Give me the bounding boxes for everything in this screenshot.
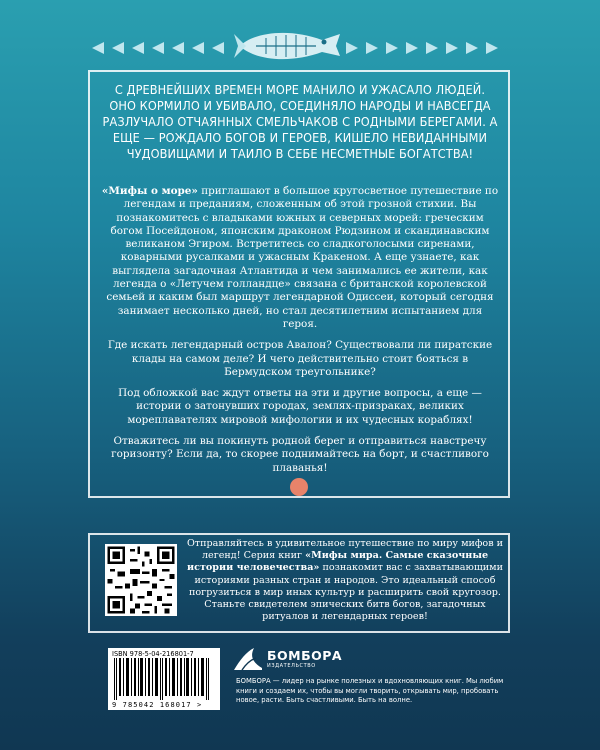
annotation-paragraph-2: Где искать легендарный остров Авалон? Существовали ли пиратские клады на самом деле? И чего действительно стоит бояться в Бермудском треугольнике? [107, 339, 493, 378]
isbn-label: ISBN 978-5-04-216801-7 [112, 650, 194, 658]
annotation-paragraph-4: Отважитесь ли вы покинуть родной берег и отправиться навстречу горизонту? Если да, то скорее поднимайтесь на борт, и счастливого плаванья! [111, 435, 489, 474]
publisher-name: БОМБОРА [267, 648, 343, 663]
annotation-paragraph-1: «Мифы о море» приглашают в большое кругосветное путешествие по легендам и преданиям, сложенным об этой грозной стихии. Вы познакомитесь с владыками южных и северных морей: греческим богом Посейдоном, японским драконом Рюдзином и скандинавским великаном Эгиром. Встретитесь со сладкоголосыми сиренами, коварными русалками и ужасным Кракеном. А еще узнаете, как выглядела загадочная Атлантида и чем занимались ее жители, как легенда о «Летучем голландце» связана с британской королевской семьей и каким был маршрут легендарной Одиссеи, который сегодня занимает несколько дней, но стал десятилетним испытанием для героя. [101, 185, 499, 330]
annotation-body [100, 185, 500, 483]
shell-icon [290, 478, 308, 496]
annotation-paragraph-3: Под обложкой вас ждут ответы на эти и другие вопросы, а еще — истории о затонувших городах, землях-призраках, великих мореплавателях мировой мифологии и их чудесных кораблях! [118, 387, 482, 426]
qr-code[interactable] [105, 544, 177, 616]
publisher-description: БОМБОРА — лидер на рынке полезных и вдохновляющих книг. Мы любим книги и создаем их, чтобы вы могли творить, открывать мир, пробовать новое, расти. Быть счастливыми. Быть на волне. [236, 677, 504, 705]
book-title-inline: «Мифы о море» [101, 185, 198, 197]
fish-skeleton-ornament [40, 22, 560, 72]
series-title: «Мифы мира. Самые сказочные истории человечества» [186, 550, 489, 574]
barcode-number: 9 785042 168017 > [112, 701, 203, 709]
series-description: Отправляйтесь в удивительное путешествие по миру мифов и легенд! Серия книг «Мифы мира. Самые сказочные истории человечества» познакомит вас с захватывающими историями разных стран и народов. Это идеальный способ погрузиться в мир иных культур и расширить свой кругозор. Станьте свидетелем эпических битв богов, загадочных ритуалов и легендарных героев! [186, 538, 504, 623]
publisher-subtitle: ИЗДАТЕЛЬСТВО [267, 663, 316, 669]
lead-paragraph: С ДРЕВНЕЙШИХ ВРЕМЕН МОРЕ МАНИЛО И УЖАСАЛО ЛЮДЕЙ. ОНО КОРМИЛО И УБИВАЛО, СОЕДИНЯЛО НАРОДЫ И НАВСЕГДА РАЗЛУЧАЛО ОТЧАЯННЫХ СМЕЛЬЧАКОВ С РОДНЫМИ БЕРЕГАМИ. А ЕЩЕ — РОЖДАЛО БОГОВ И ГЕРОЕВ, КИШЕЛО НЕВИДАННЫМИ ЧУДОВИЩАМИ И ТАИЛО В СЕБЕ НЕСМЕТНЫЕ БОГАТСТВА! [102, 82, 498, 161]
barcode [112, 658, 216, 700]
bombora-logo-icon [232, 646, 266, 672]
